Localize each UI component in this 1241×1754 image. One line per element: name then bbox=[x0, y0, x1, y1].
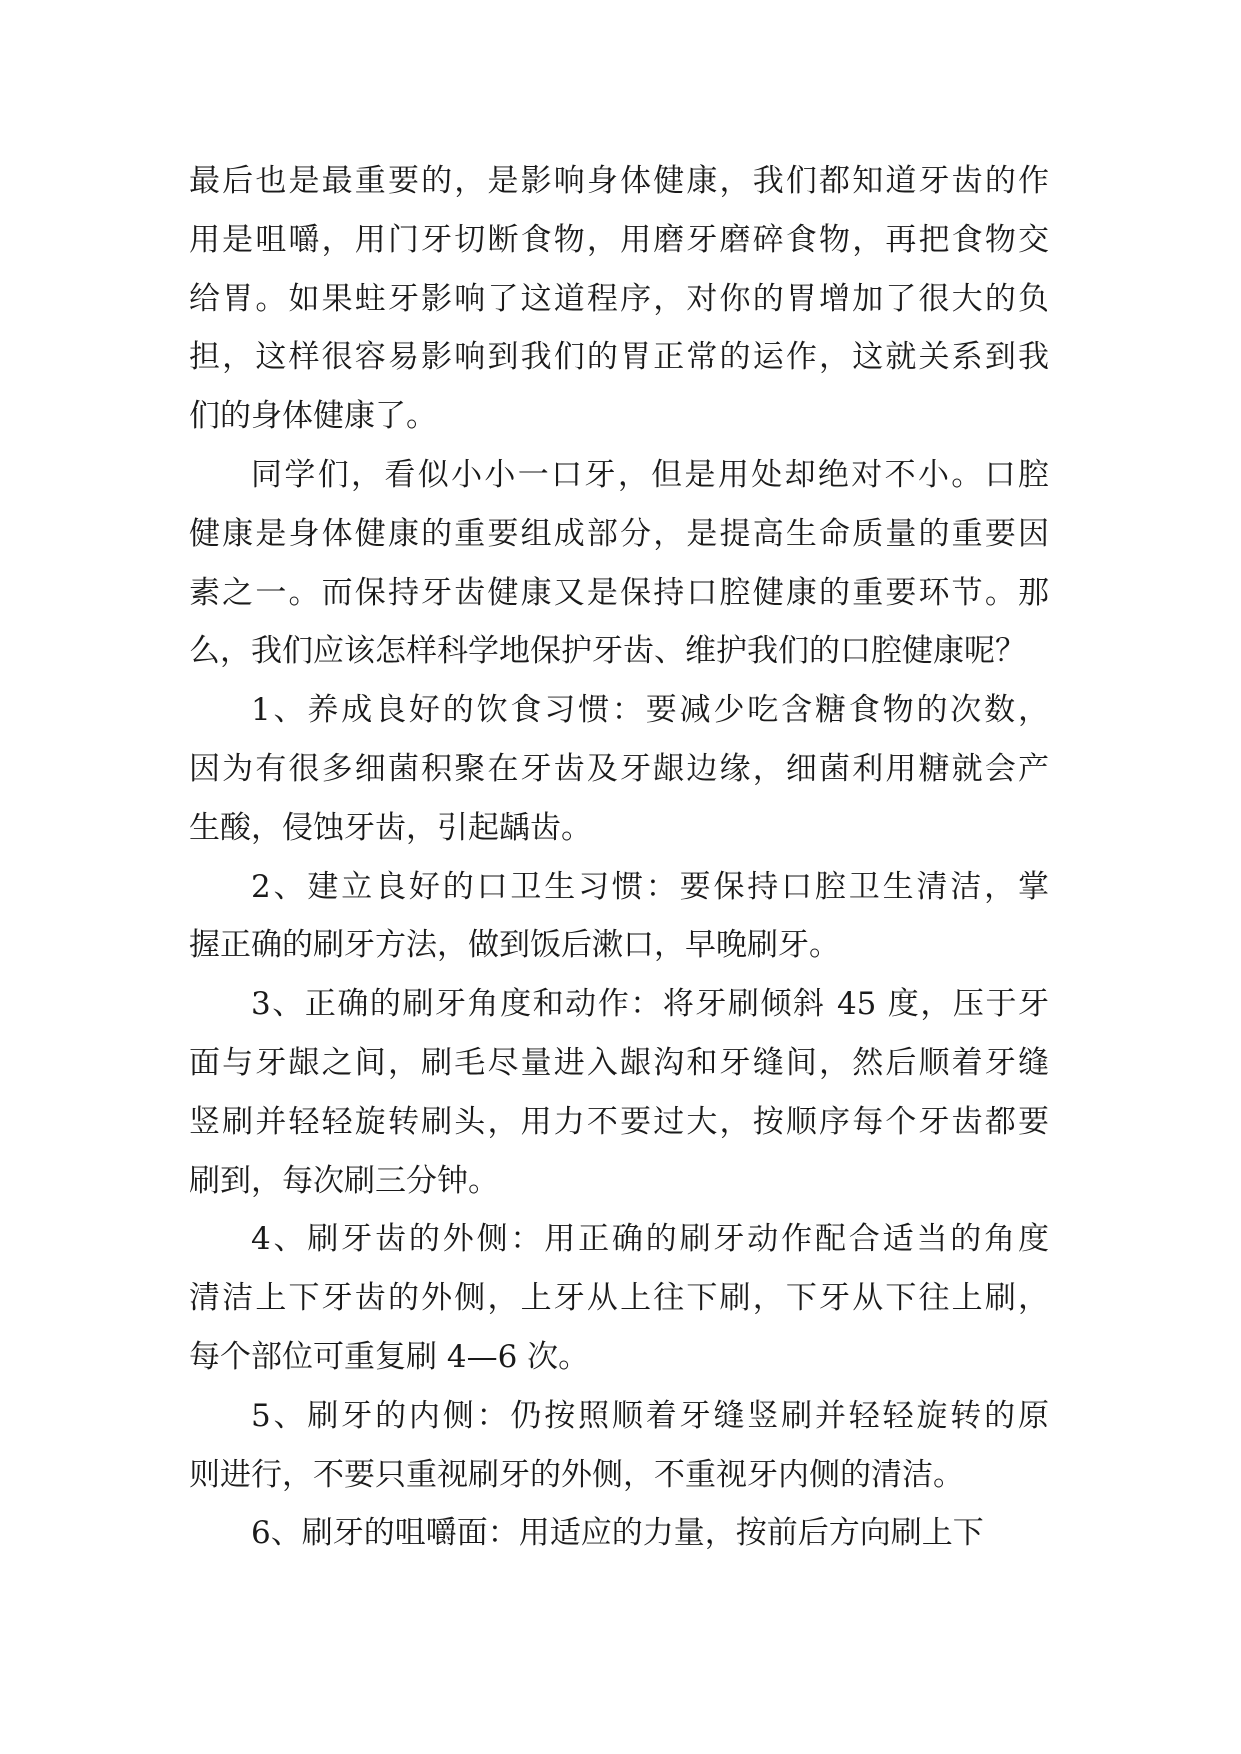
paragraph-6-line-3: 每个部位可重复刷 4—6 次。 bbox=[189, 1338, 590, 1375]
paragraph-6-line-2: 清洁上下牙齿的外侧，上牙从上往下刷，下牙从下往上刷， bbox=[189, 1280, 1049, 1317]
paragraph-2-line-2: 健康是身体健康的重要组成部分，是提高生命质量的重要因 bbox=[189, 515, 1049, 552]
paragraph-6-line-1: 4、刷牙齿的外侧：用正确的刷牙动作配合适当的角度 bbox=[251, 1221, 1049, 1258]
paragraph-1-line-4: 担，这样很容易影响到我们的胃正常的运作，这就关系到我 bbox=[189, 339, 1049, 376]
paragraph-8-line-1: 6、刷牙的咀嚼面：用适应的力量，按前后方向刷上下 bbox=[251, 1515, 984, 1552]
paragraph-3-line-2: 因为有很多细菌积聚在牙齿及牙龈边缘，细菌利用糖就会产 bbox=[189, 750, 1049, 787]
paragraph-2-line-3: 素之一。而保持牙齿健康又是保持口腔健康的重要环节。那 bbox=[189, 574, 1049, 611]
paragraph-7-line-1: 5、刷牙的内侧：仍按照顺着牙缝竖刷并轻轻旋转的原 bbox=[251, 1397, 1049, 1434]
document-body bbox=[189, 152, 1049, 1563]
paragraph-5-line-2: 面与牙龈之间，刷毛尽量进入龈沟和牙缝间，然后顺着牙缝 bbox=[189, 1044, 1049, 1081]
paragraph-2-line-1: 同学们，看似小小一口牙，但是用处却绝对不小。口腔 bbox=[251, 456, 1049, 493]
paragraph-4-line-1: 2、建立良好的口卫生习惯：要保持口腔卫生清洁，掌 bbox=[251, 868, 1049, 905]
paragraph-1-line-1: 最后也是最重要的，是影响身体健康，我们都知道牙齿的作 bbox=[189, 163, 1049, 199]
paragraph-5-line-4: 刷到，每次刷三分钟。 bbox=[189, 1162, 499, 1199]
paragraph-1-line-2: 用是咀嚼，用门牙切断食物，用磨牙磨碎食物，再把食物交 bbox=[189, 221, 1049, 258]
paragraph-1-line-3: 给胃。如果蛀牙影响了这道程序，对你的胃增加了很大的负 bbox=[189, 280, 1049, 317]
paragraph-4-line-2: 握正确的刷牙方法，做到饭后漱口，早晚刷牙。 bbox=[189, 927, 840, 964]
paragraph-5-line-1: 3、正确的刷牙角度和动作：将牙刷倾斜 45 度，压于牙 bbox=[251, 986, 1049, 1023]
paragraph-5-line-3: 竖刷并轻轻旋转刷头，用力不要过大，按顺序每个牙齿都要 bbox=[189, 1103, 1049, 1140]
paragraph-3-line-1: 1、养成良好的饮食习惯：要减少吃含糖食物的次数， bbox=[251, 692, 1049, 729]
paragraph-7-line-2: 则进行，不要只重视刷牙的外侧，不重视牙内侧的清洁。 bbox=[189, 1456, 964, 1493]
paragraph-3-line-3: 生酸，侵蚀牙齿，引起龋齿。 bbox=[189, 809, 592, 846]
paragraph-2-line-4: 么，我们应该怎样科学地保护牙齿、维护我们的口腔健康呢？ bbox=[189, 633, 1026, 670]
paragraph-1-line-5: 们的身体健康了。 bbox=[189, 398, 437, 435]
